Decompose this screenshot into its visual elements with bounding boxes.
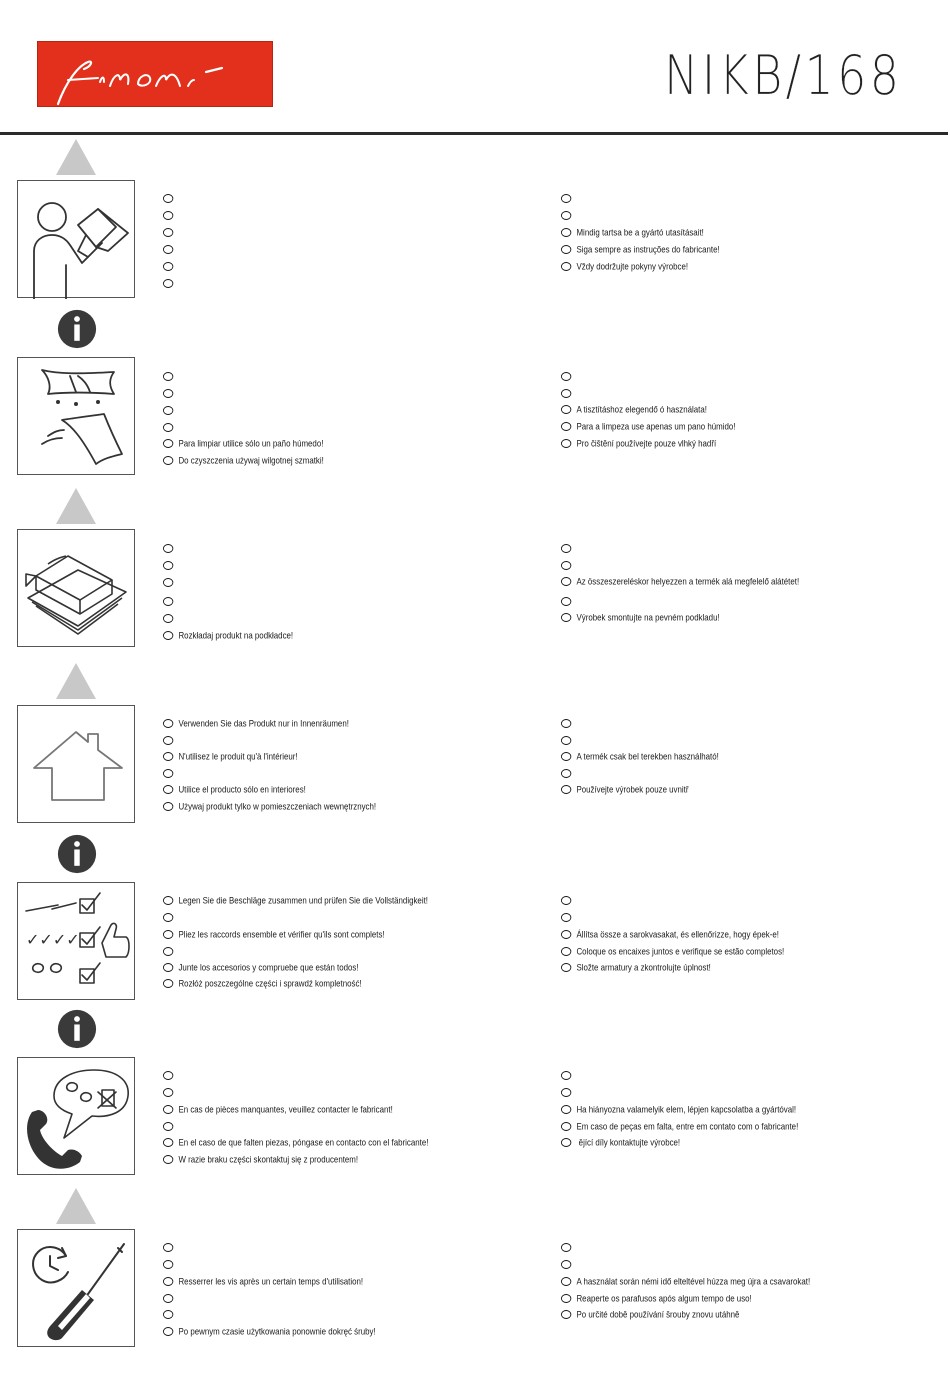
bullet-icon xyxy=(163,389,173,398)
list-item xyxy=(561,541,576,555)
bullet-icon xyxy=(561,422,571,431)
info-icon xyxy=(55,309,99,349)
bullet-icon xyxy=(561,561,571,570)
warning-triangle-icon xyxy=(54,661,98,701)
bullet-icon xyxy=(561,1071,571,1080)
bullet-icon xyxy=(163,1327,173,1336)
bullet-icon xyxy=(163,1243,173,1252)
list-item xyxy=(163,1068,178,1082)
bullet-icon xyxy=(163,1071,173,1080)
list-item: A termék csak bel terekben használható! xyxy=(561,749,719,763)
list-item: Coloque os encaixes juntos e verifique se estão completos! xyxy=(561,944,784,958)
bullet-icon xyxy=(561,1088,571,1097)
bullet-icon xyxy=(163,1277,173,1286)
list-item xyxy=(163,1257,178,1271)
list-item: Výrobek smontujte na pevném podkladu! xyxy=(561,610,720,624)
list-item: N'utilisez le produit qu'à l'intérieur! xyxy=(163,749,298,763)
list-item xyxy=(561,558,576,572)
bullet-icon xyxy=(163,896,173,905)
list-item xyxy=(561,766,576,780)
bullet-icon xyxy=(561,405,571,414)
bullet-icon xyxy=(561,947,571,956)
bullet-icon xyxy=(561,1105,571,1114)
list-item: A használat során némi idő elteltével húzza meg újra a csavarokat! xyxy=(561,1274,810,1288)
bullet-icon xyxy=(561,1243,571,1252)
bullet-icon xyxy=(163,262,173,271)
list-item xyxy=(163,403,178,417)
bullet-icon xyxy=(163,456,173,465)
brand-logo xyxy=(37,41,273,107)
bullet-icon xyxy=(561,1294,571,1303)
bullet-icon xyxy=(163,947,173,956)
bullet-icon xyxy=(561,597,571,606)
list-item: ějící díly kontaktujte výrobce! xyxy=(561,1135,680,1149)
list-item xyxy=(561,1085,576,1099)
list-item xyxy=(561,208,576,222)
list-item xyxy=(163,225,178,239)
list-item: Utilice el producto sólo en interiores! xyxy=(163,782,306,796)
cleaning-cloth-icon xyxy=(17,357,135,475)
bullet-icon xyxy=(163,279,173,288)
bullet-icon xyxy=(163,1138,173,1147)
list-item: Siga sempre as instruções do fabricante! xyxy=(561,242,720,256)
list-item: Verwenden Sie das Produkt nur in Innenräumen! xyxy=(163,716,349,730)
bullet-icon xyxy=(163,578,173,587)
list-item: Junte los accesorios y compruebe que están todos! xyxy=(163,960,359,974)
bullet-icon xyxy=(163,423,173,432)
list-item xyxy=(163,558,178,572)
list-item: Para a limpeza use apenas um pano húmido! xyxy=(561,419,735,433)
bullet-icon xyxy=(163,194,173,203)
list-item xyxy=(561,386,576,400)
list-item xyxy=(561,893,576,907)
list-item: Legen Sie die Beschläge zusammen und prüfen Sie die Vollständigkeit! xyxy=(163,893,428,907)
bullet-icon xyxy=(561,1277,571,1286)
bullet-icon xyxy=(163,963,173,972)
list-item xyxy=(163,1291,178,1305)
bullet-icon xyxy=(561,389,571,398)
bullet-icon xyxy=(561,613,571,622)
list-item: Állítsa össze a sarokvasakat, és ellenőrizze, hogy épek-e! xyxy=(561,927,779,941)
list-item xyxy=(163,420,178,434)
list-item: Reaperte os parafusos após algum tempo de uso! xyxy=(561,1291,752,1305)
list-item: Resserrer les vis après un certain temps d'utilisation! xyxy=(163,1274,363,1288)
bullet-icon xyxy=(561,896,571,905)
bullet-icon xyxy=(163,802,173,811)
bullet-icon xyxy=(163,1155,173,1164)
phone-missing-parts-icon xyxy=(17,1057,135,1175)
list-item xyxy=(163,541,178,555)
list-item xyxy=(163,1119,178,1133)
list-item xyxy=(163,242,178,256)
list-item xyxy=(163,910,178,924)
list-item xyxy=(163,191,178,205)
bullet-icon xyxy=(561,736,571,745)
list-item: Para limpiar utilice sólo un paño húmedo! xyxy=(163,436,323,450)
list-item: Do czyszczenia używaj wilgotnej szmatki! xyxy=(163,453,324,467)
assembly-underlay-icon xyxy=(17,529,135,647)
bullet-icon xyxy=(163,1310,173,1319)
bullet-icon xyxy=(163,561,173,570)
list-item xyxy=(561,733,576,747)
list-item xyxy=(163,594,178,608)
header-divider xyxy=(0,132,948,135)
bullet-icon xyxy=(163,719,173,728)
list-item xyxy=(561,910,576,924)
list-item xyxy=(163,386,178,400)
bullet-icon xyxy=(561,913,571,922)
list-item: Používejte výrobek pouze uvnitř xyxy=(561,782,688,796)
bullet-icon xyxy=(163,372,173,381)
bullet-icon xyxy=(561,719,571,728)
house-icon xyxy=(17,705,135,823)
list-item xyxy=(163,1240,178,1254)
bullet-icon xyxy=(561,769,571,778)
bullet-icon xyxy=(163,913,173,922)
bullet-icon xyxy=(163,544,173,553)
list-item: Pro čištění používejte pouze vlhký hadří xyxy=(561,436,716,450)
list-item xyxy=(561,594,576,608)
model-number: NIKB/168 xyxy=(663,44,902,107)
screwdriver-timer-icon xyxy=(17,1229,135,1347)
list-item: En cas de pièces manquantes, veuillez contacter le fabricant! xyxy=(163,1102,393,1116)
list-item: Po pewnym czasie użytkowania ponownie dokręć śruby! xyxy=(163,1324,376,1338)
reading-manual-icon xyxy=(17,180,135,298)
list-item xyxy=(561,191,576,205)
list-item: Em caso de peças em falta, entre em contato com o fabricante! xyxy=(561,1119,798,1133)
bullet-icon xyxy=(163,228,173,237)
bullet-icon xyxy=(561,963,571,972)
bullet-icon xyxy=(561,194,571,203)
bullet-icon xyxy=(561,1138,571,1147)
list-item: Složte armatury a zkontrolujte úplnost! xyxy=(561,960,711,974)
bullet-icon xyxy=(561,245,571,254)
list-item xyxy=(561,1068,576,1082)
list-item: Po určité době používání šrouby znovu utáhně xyxy=(561,1307,739,1321)
bullet-icon xyxy=(163,1260,173,1269)
bullet-icon xyxy=(163,211,173,220)
bullet-icon xyxy=(561,228,571,237)
list-item: Rozłóż poszczególne części i sprawdź kompletność! xyxy=(163,976,362,990)
bullet-icon xyxy=(163,752,173,761)
bullet-icon xyxy=(561,1310,571,1319)
warning-triangle-icon xyxy=(54,137,98,177)
bullet-icon xyxy=(163,1105,173,1114)
bullet-icon xyxy=(561,262,571,271)
list-item xyxy=(163,208,178,222)
list-item xyxy=(163,944,178,958)
list-item: Az összeszereléskor helyezzen a termék alá megfelelő alátétet! xyxy=(561,574,799,588)
bullet-icon xyxy=(561,1122,571,1131)
bullet-icon xyxy=(561,439,571,448)
bullet-icon xyxy=(163,597,173,606)
bullet-icon xyxy=(163,631,173,640)
bullet-icon xyxy=(163,769,173,778)
bullet-icon xyxy=(163,614,173,623)
list-item xyxy=(163,611,178,625)
bullet-icon xyxy=(561,211,571,220)
list-item: W razie braku części skontaktuj się z producentem! xyxy=(163,1152,358,1166)
bullet-icon xyxy=(163,979,173,988)
bullet-icon xyxy=(163,1088,173,1097)
bullet-icon xyxy=(561,752,571,761)
bullet-icon xyxy=(163,736,173,745)
warning-triangle-icon xyxy=(54,486,98,526)
list-item xyxy=(163,276,178,290)
list-item: Rozkładaj produkt na podkładce! xyxy=(163,628,293,642)
list-item: Pliez les raccords ensemble et vérifier qu'ils sont complets! xyxy=(163,927,385,941)
list-item xyxy=(561,1240,576,1254)
svg-text:✓✓✓✓: ✓✓✓✓ xyxy=(26,930,80,949)
list-item xyxy=(561,369,576,383)
list-item xyxy=(163,733,178,747)
list-item: Używaj produkt tylko w pomieszczeniach wewnętrznych! xyxy=(163,799,376,813)
list-item xyxy=(561,716,576,730)
hardware-checklist-icon xyxy=(17,882,135,1000)
bullet-icon xyxy=(561,785,571,794)
warning-triangle-icon xyxy=(54,1186,98,1226)
list-item xyxy=(163,1085,178,1099)
info-icon xyxy=(55,1009,99,1049)
info-icon xyxy=(55,834,99,874)
bullet-icon xyxy=(163,439,173,448)
bullet-icon xyxy=(561,544,571,553)
list-item xyxy=(163,369,178,383)
bullet-icon xyxy=(163,245,173,254)
bullet-icon xyxy=(163,1294,173,1303)
bullet-icon xyxy=(561,372,571,381)
list-item xyxy=(163,575,178,589)
list-item: Vždy dodržujte pokyny výrobce! xyxy=(561,259,688,273)
list-item: Mindig tartsa be a gyártó utasításait! xyxy=(561,225,704,239)
bullet-icon xyxy=(561,1260,571,1269)
bullet-icon xyxy=(163,930,173,939)
list-item: Ha hiányozna valamelyik elem, lépjen kapcsolatba a gyártóval! xyxy=(561,1102,796,1116)
list-item xyxy=(163,1307,178,1321)
list-item: A tisztításhoz elegendő ó használata! xyxy=(561,402,707,416)
bullet-icon xyxy=(561,930,571,939)
bullet-icon xyxy=(561,577,571,586)
bullet-icon xyxy=(163,785,173,794)
bullet-icon xyxy=(163,406,173,415)
list-item xyxy=(163,766,178,780)
bullet-icon xyxy=(163,1122,173,1131)
list-item xyxy=(561,1257,576,1271)
list-item xyxy=(163,259,178,273)
list-item: En el caso de que falten piezas, póngase en contacto con el fabricante! xyxy=(163,1135,428,1149)
